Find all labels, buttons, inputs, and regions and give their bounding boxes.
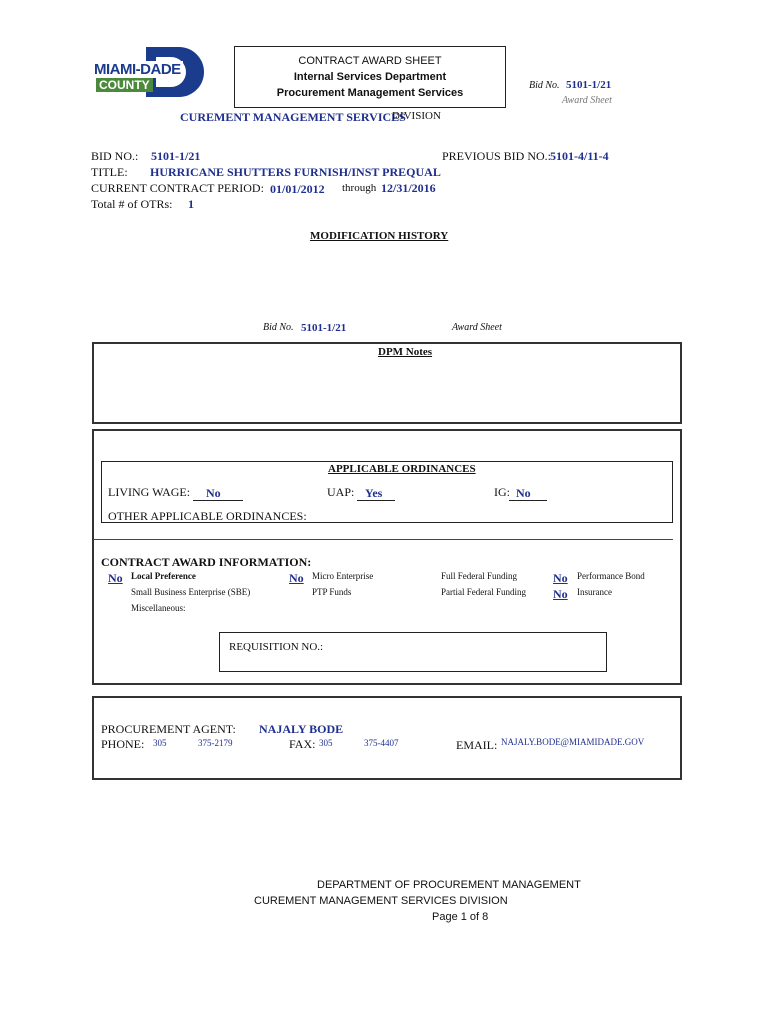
uap-label: UAP: [327,485,355,499]
county-logo [94,47,206,99]
page-number: Page 1 of 8 [432,911,489,923]
living-wage-label: LIVING WAGE: [108,485,191,499]
living-wage-value: No [206,486,221,500]
phone-number: 375-2179 [198,738,233,748]
ptp-funds-label: PTP Funds [312,587,352,597]
micro-enterprise-label: Micro Enterprise [312,571,374,581]
dpm-notes-heading: DPM Notes [378,346,433,358]
modification-history-heading: MODIFICATION HISTORY [310,230,449,242]
otr-label: Total # of OTRs: [91,197,173,211]
header-award-sheet: Award Sheet [562,95,612,106]
award-info-heading: CONTRACT AWARD INFORMATION: [101,555,312,569]
award-sheet-2: Award Sheet [452,322,502,333]
footer-department: DEPARTMENT OF PROCUREMENT MANAGEMENT [317,879,581,891]
department-sub: Procurement Management Services [276,87,464,99]
header-bid-value: 5101-1/21 [566,79,612,91]
email-label: EMAIL: [456,738,498,752]
bid-value-2: 5101-1/21 [301,322,347,334]
local-preference-value: No [108,571,123,585]
requisition-label: REQUISITION NO.: [229,641,324,653]
full-federal-funding-label: Full Federal Funding [441,571,517,581]
uap-underline [357,500,395,501]
previous-bid-label: PREVIOUS BID NO.: [442,149,552,163]
header-bid-label: Bid No. [529,80,560,91]
logo-text-bottom: COUNTY [96,78,153,92]
email-value[interactable]: NAJALY.BODE@MIAMIDADE.GOV [501,737,645,747]
fax-area: 305 [319,738,333,748]
fax-number: 375-4407 [364,738,399,748]
bid-no-value: 5101-1/21 [151,149,201,163]
other-ordinances-label: OTHER APPLICABLE ORDINANCES: [108,509,307,523]
uap-value: Yes [365,486,383,500]
insurance-value: No [553,587,568,601]
ig-value: No [516,486,531,500]
micro-enterprise-value: No [289,571,304,585]
contract-period-start: 01/01/2012 [270,182,325,196]
contract-period-end: 12/31/2016 [381,181,436,195]
ordinances-heading: APPLICABLE ORDINANCES [328,463,476,475]
bid-label-2: Bid No. [263,322,294,333]
partial-federal-funding-label: Partial Federal Funding [441,587,526,597]
otr-value: 1 [188,197,194,211]
performance-bond-label: Performance Bond [577,571,645,581]
title-value: HURRICANE SHUTTERS FURNISH/INST PREQUAL [150,165,441,179]
division-name: CUREMENT MANAGEMENT SERVICES [180,110,406,124]
sbe-label: Small Business Enterprise (SBE) [131,587,251,597]
local-preference-label: Local Preference [131,571,196,581]
division-suffix: DIVISION [392,110,441,122]
bid-no-label: BID NO.: [91,149,139,163]
contract-period-label: CURRENT CONTRACT PERIOD: [91,181,264,195]
procurement-agent-label: PROCUREMENT AGENT: [101,722,236,736]
page-title: CONTRACT AWARD SHEET [298,55,442,67]
through-label: through [342,182,377,194]
ig-underline [509,500,547,501]
performance-bond-value: No [553,571,568,585]
miscellaneous-label: Miscellaneous: [131,603,186,613]
department-name: Internal Services Department [293,71,447,83]
phone-area: 305 [153,738,167,748]
fax-label: FAX: [289,737,316,751]
phone-label: PHONE: [101,737,145,751]
logo-text-top: MIAMI-DADE [94,61,181,78]
living-wage-underline [193,500,243,501]
insurance-label: Insurance [577,587,612,597]
section-divider [93,539,673,540]
ig-label: IG: [494,485,510,499]
procurement-agent-name: NAJALY BODE [259,722,344,736]
previous-bid-value: 5101-4/11-4 [550,149,609,163]
title-label: TITLE: [91,165,128,179]
footer-division: CUREMENT MANAGEMENT SERVICES DIVISION [254,895,508,907]
